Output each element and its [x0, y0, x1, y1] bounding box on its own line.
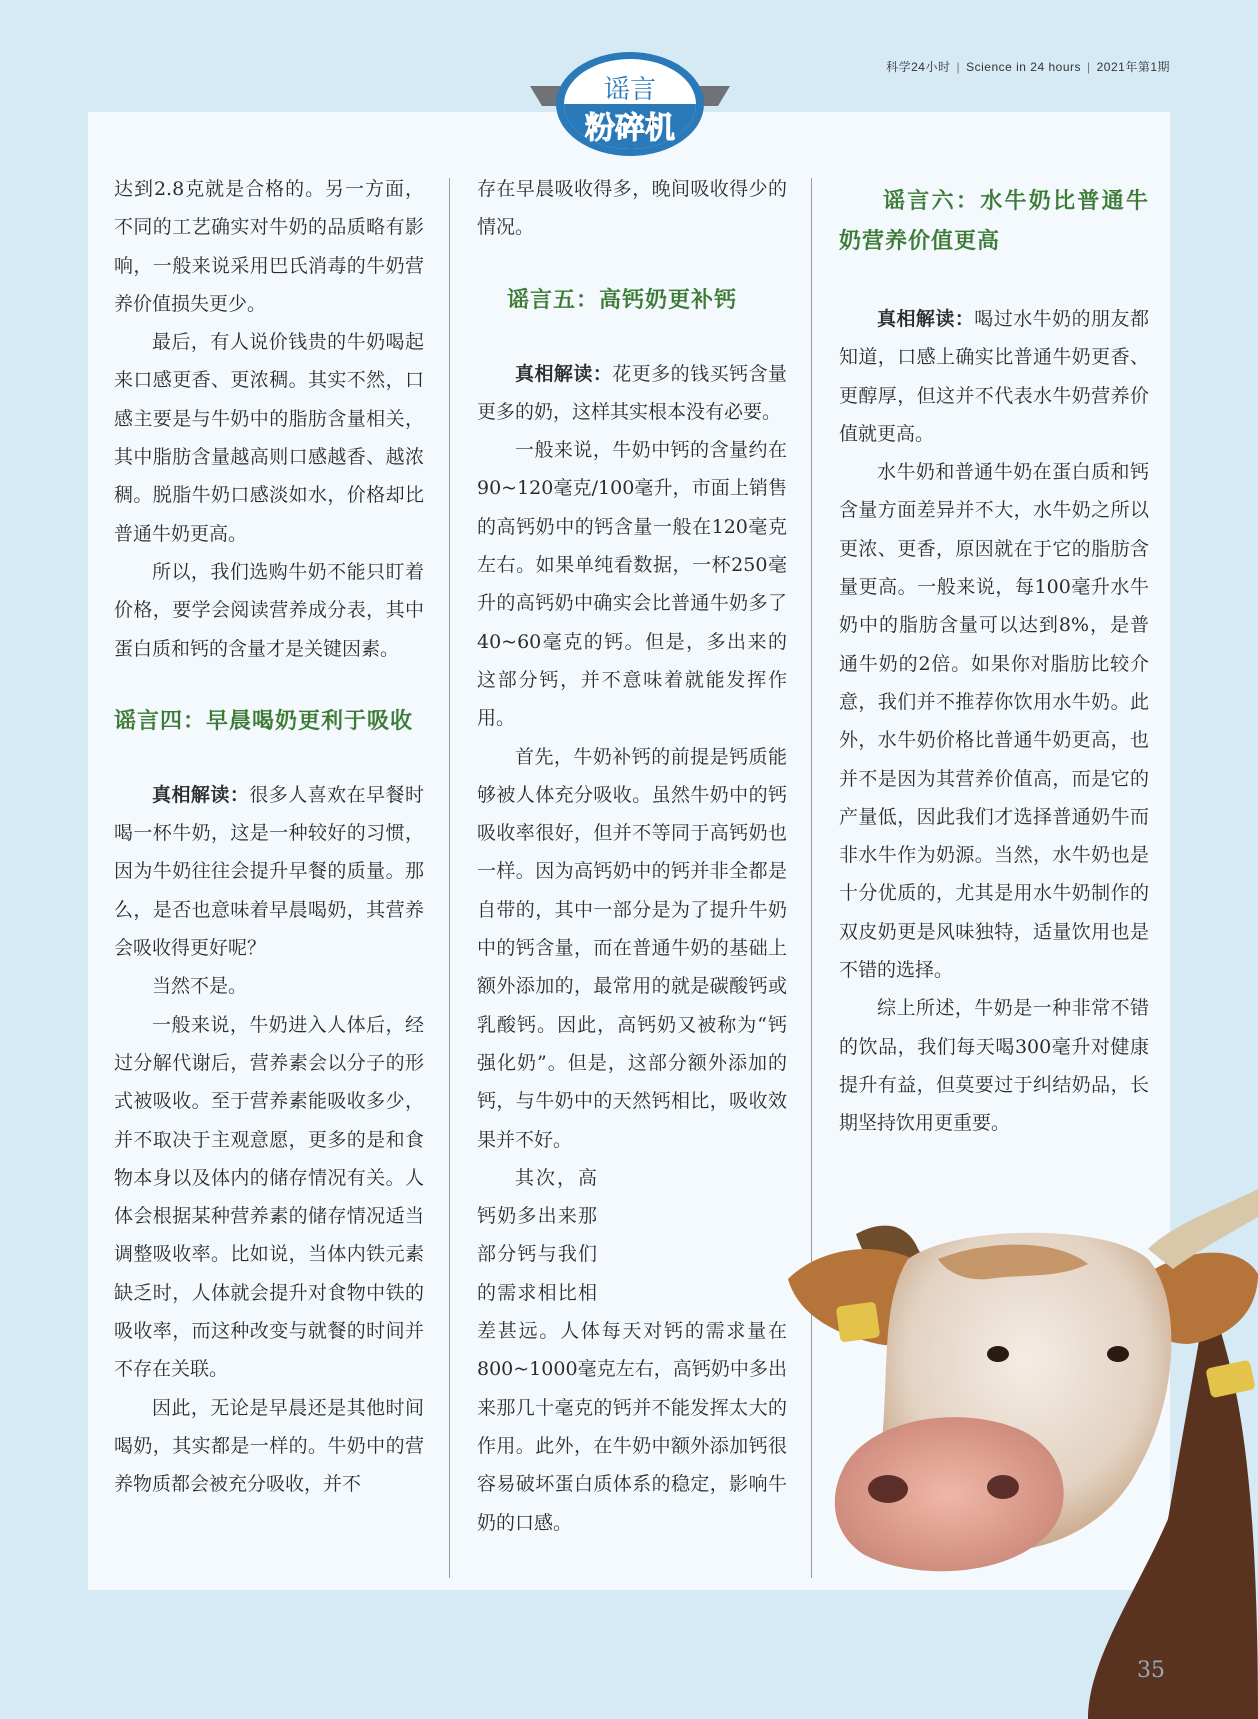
- paragraph-with-lead: [839, 300, 1149, 453]
- paragraph-text: 很多人喜欢在早餐时喝一杯牛奶，这是一种较好的习惯，因为牛奶往往会提升早餐的质量。那么，是否也意味着早晨喝奶，其营养会吸收得更好呢？: [114, 783, 424, 960]
- truth-lead: 真相解读：: [152, 783, 250, 806]
- rumor-crusher-logo: [530, 46, 730, 156]
- paragraph: 一般来说，牛奶进入人体后，经过分解代谢后，营养素会以分子的形式被吸收。至于营养素能吸收多少，并不取决于主观意愿，更多的是和食物本身以及体内的储存情况有关。人体会根据某种营养素的储存情况适当调整吸收率。比如说，当体内铁元素缺乏时，人体就会提升对食物中铁的吸收率，而这种改变与就餐的时间并不存在关联。: [114, 1013, 424, 1381]
- paragraph-text: 花更多的钱买钙含量更多的奶，这样其实根本没有必要。: [477, 362, 787, 423]
- rumor-4-heading: 谣言四：早晨喝奶更利于吸收: [114, 708, 414, 734]
- paragraph: 存在早晨吸收得多，晚间吸收得少的情况。: [477, 178, 787, 239]
- cow-eye-left: [987, 1346, 1009, 1362]
- rumor-5-heading: 谣言五：高钙奶更补钙: [507, 287, 738, 313]
- truth-lead: 真相解读：: [877, 308, 975, 330]
- column-2: [477, 170, 787, 1542]
- logo-text-top: 谣言: [603, 75, 657, 105]
- cow-muzzle: [835, 1417, 1064, 1571]
- cow-eye-right: [1107, 1346, 1129, 1362]
- cow-nostril-right: [987, 1475, 1019, 1499]
- magazine-name: 科学24小时: [886, 60, 951, 74]
- running-header: 科学24小时 | Science in 24 hours | 2021年第1期: [886, 60, 1170, 74]
- paragraph: 因此，无论是早晨还是其他时间喝奶，其实都是一样的。牛奶中的营养物质都会被充分吸收，并不: [114, 1396, 424, 1496]
- column-3: [839, 170, 1149, 1143]
- page-number: 35: [1137, 1658, 1165, 1683]
- paragraph-text: 喝过水牛奶的朋友都知道，口感上确实比普通牛奶更香、更醇厚，但这并不代表水牛奶营养价值就更高。: [839, 308, 1149, 445]
- column-1: [114, 170, 424, 1504]
- truth-lead: 真相解读：: [515, 362, 613, 385]
- column-divider-1: [449, 178, 450, 1578]
- paragraph-with-lead: [477, 355, 787, 432]
- cow-nostril-left: [868, 1475, 908, 1503]
- magazine-english: Science in 24 hours: [966, 60, 1081, 74]
- issue-number: 2021年第1期: [1096, 60, 1170, 74]
- paragraph: 当然不是。: [152, 975, 248, 998]
- paragraph-text: 其次，高钙奶多出来那部分钙与我们的需求相比相差甚远。人体每天对钙的需求量在800~1000毫克左右，高钙奶中多出来那几十毫克的钙并不能发挥太大的作用。此外，在牛奶中额外添加钙很容易破坏蛋白质体系的稳定，影响牛奶的口感。: [477, 1166, 787, 1534]
- paragraph: 首先，牛奶补钙的前提是钙质能够被人体充分吸收。虽然牛奶中的钙吸收率很好，但并不等同于高钙奶也一样。因为高钙奶中的钙并非全都是自带的，其中一部分是为了提升牛奶中的钙含量，而在普通牛奶的基础上额外添加的，最常用的就是碳酸钙或乳酸钙。因此，高钙奶又被称为“钙强化奶”。但是，这部分额外添加的钙，与牛奶中的天然钙相比，吸收效果并不好。: [477, 745, 787, 1151]
- paragraph: 综上所述，牛奶是一种非常不错的饮品，我们每天喝300毫升对健康提升有益，但莫要过于纠结奶品，长期坚持饮用更重要。: [839, 997, 1149, 1135]
- paragraph: 达到2.8克就是合格的。另一方面，不同的工艺确实对牛奶的品质略有影响，一般来说采用巴氏消毒的牛奶营养价值损失更少。: [114, 178, 424, 315]
- paragraph: 所以，我们选购牛奶不能只盯着价格，要学会阅读营养成分表，其中蛋白质和钙的含量才是关键因素。: [114, 560, 424, 660]
- rumor-6-heading: 谣言六：水牛奶比普通牛奶营养价值更高: [839, 189, 1149, 254]
- paragraph: 最后，有人说价钱贵的牛奶喝起来口感更香、更浓稠。其实不然，口感主要是与牛奶中的脂肪含量相关，其中脂肪含量越高则口感越香、越浓稠。脱脂牛奶口感淡如水，价格却比普通牛奶更高。: [114, 331, 424, 545]
- ear-tag-left: [836, 1301, 881, 1342]
- paragraph-with-lead: [114, 776, 424, 967]
- paragraph: 水牛奶和普通牛奶在蛋白质和钙含量方面差异并不大，水牛奶之所以更浓、更香，原因就在于它的脂肪含量更高。一般来说，每100毫升水牛奶中的脂肪含量可以达到8%，是普通牛奶的2倍。如果你对脂肪比较介意，我们并不推荐你饮用水牛奶。此外，水牛奶价格比普通牛奶更高，也并不是因为其营养价值高，而是它的产量低，因此我们才选择普通奶牛而非水牛作为奶源。当然，水牛奶也是十分优质的，尤其是用水牛奶制作的双皮奶更是风味独特，适量饮用也是不错的选择。: [839, 461, 1149, 982]
- cow-photo: [788, 1139, 1258, 1719]
- logo-text-bottom: 粉碎机: [585, 111, 675, 146]
- paragraph: 一般来说，牛奶中钙的含量约在90~120毫克/100毫升，市面上销售的高钙奶中的钙含量一般在120毫克左右。如果单纯看数据，一杯250毫升的高钙奶中确实会比普通牛奶多了40~60毫克的钙。但是，多出来的这部分钙，并不意味着就能发挥作用。: [477, 439, 787, 730]
